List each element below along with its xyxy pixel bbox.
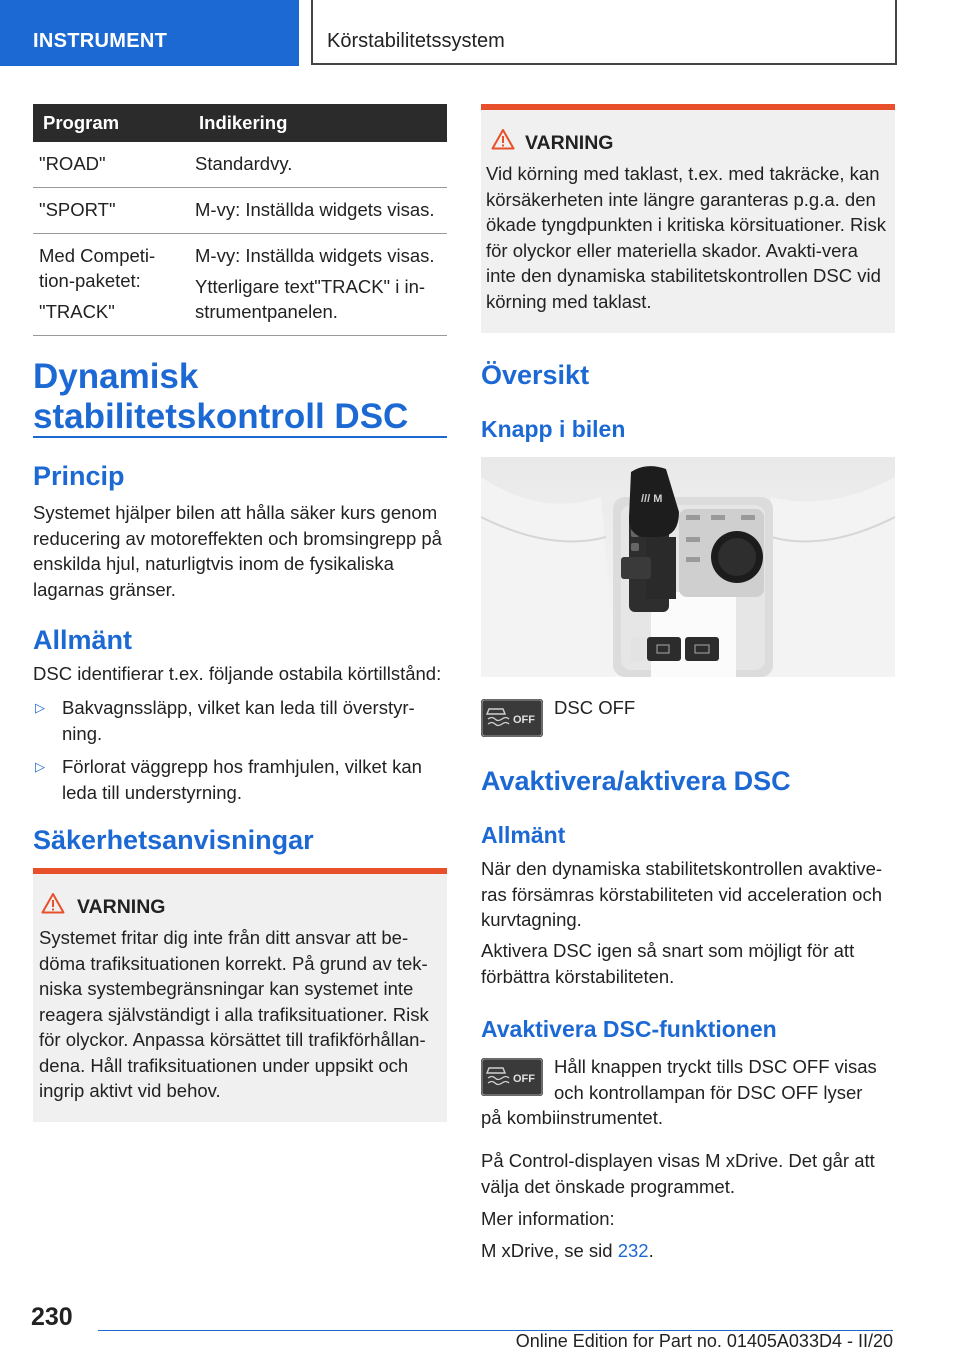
list-item [33,754,447,805]
press-button-text-continued: på kombiinstrumentet. [481,1107,664,1128]
table-header-row [33,104,447,142]
table-row [33,187,447,233]
triangle-bullet-icon: ▷ [35,759,45,774]
dsc-off-button-icon [481,699,543,737]
warning-title: VARNING [77,896,166,918]
table-header-program: Program [33,104,189,142]
table-cell-program [33,142,189,187]
off-label: OFF [513,1073,535,1085]
section-tab [0,0,299,66]
table-row [33,142,447,187]
cell-text: M-vy: Inställda widgets visas. [195,198,435,220]
svg-text:/// M: /// M [641,493,663,505]
dsc-off-symbol-icon [481,1058,543,1096]
center-console-image [481,457,895,677]
list-item [33,695,447,746]
safety-heading: Säkerhetsanvisningar [33,825,314,855]
dsc-off-symbol-icon [481,699,543,737]
page-reference-link[interactable]: 232 [617,1240,649,1261]
general-text: DSC identifierar t.ex. följande ostabila körtillstånd: [33,663,442,684]
table-cell-indication [189,233,447,335]
warning-text: Systemet fritar dig inte från ditt ansvar att be-döma trafiksituationen korrekt. På grund av tek-niska systembegränsningar kan systemet inte reagera självständigt i alla trafiksituationer. Risk för olyckor. Anpassa körsättet till trafikförhållan-dena. Håll trafiksituationen under uppsikt och ingrip aktivt vid behov. [39,927,429,1101]
principle-heading: Princip [33,461,125,491]
dsc-off-button-icon [481,1058,543,1096]
general-heading: Allmänt [33,625,133,655]
condition-list [33,695,447,813]
page-title [33,357,447,436]
topic-box [311,0,897,65]
topic-title: Körstabilitetssystem [327,30,505,52]
off-label: OFF [513,714,535,726]
warning-triangle-icon [491,128,515,150]
reference-end: . [648,1240,654,1261]
deactivate-heading: Avaktivera/aktivera DSC [481,766,791,796]
more-info-text: Mer information: [481,1208,615,1229]
cell-text: Ytterligare text"TRACK" i in-strumentpanelen. [195,275,426,322]
triangle-bullet-icon: ▷ [35,700,45,715]
warning-box [33,868,447,1122]
roof-load-warning-box [481,104,895,333]
general-subheading: Allmänt [481,822,566,848]
general-text: När den dynamiska stabilitetskontrollen avaktive-ras försämras körstabiliteten vid acceleration och kurvtagning. [481,858,883,930]
cell-text: M-vy: Inställda widgets visas. [195,244,435,266]
warning-text: Vid körning med taklast, t.ex. med takräcke, kan körsäkerheten inte längre garanteras p.g.a. den ökade tyngdpunkten i kritiska körsituationer. Risk för olyckor eller materiella skador. Avakti-vera inte den dynamiska stabilitetskontrollen DSC vid körning med taklast. [486,163,887,312]
page-title-line: Dynamisk [33,357,199,396]
table-cell-indication [189,142,447,187]
program-table [33,104,447,336]
page-number: 230 [31,1303,73,1331]
reference-label: M xDrive, se sid [481,1240,618,1261]
reactivate-text: Aktivera DSC igen så snart som möjligt för att förbättra körstabiliteten. [481,940,855,987]
cell-text: "TRACK" [39,300,115,322]
footer-edition: Online Edition for Part no. 01405A033D4 - II/20 [515,1331,893,1351]
table-cell-program [33,233,189,335]
warning-triangle-icon [41,892,65,914]
list-item-text: Bakvagnssläpp, vilket kan leda till överstyr-ning. [62,697,415,744]
section-title: INSTRUMENT [33,30,168,52]
dsc-off-label: DSC OFF [554,697,636,718]
warning-title: VARNING [525,132,614,154]
warning-bar [481,104,895,110]
center-console-illustration [481,457,895,677]
warning-bar [33,868,447,874]
cell-text: Standardvy. [195,153,293,174]
button-in-car-heading: Knapp i bilen [481,416,626,442]
cell-text: Med Competi-tion-paketet: [39,244,156,291]
table-cell-indication [189,187,447,233]
reference-text [481,1238,654,1264]
cell-text: "ROAD" [39,153,106,174]
page-title-line: stabilitetskontroll DSC [33,396,409,436]
cell-text: "SPORT" [39,198,116,220]
principle-text: Systemet hjälper bilen att hålla säker kurs genom reducering av motoreffekten och bromsingrepp på enskilda hjul, naturligtvis inom de fysikaliska lagarnas gränser. [33,502,442,600]
press-button-text: Håll knappen tryckt tills DSC OFF visas och kontrollampan för DSC OFF lyser [554,1056,877,1103]
control-display-text: På Control-displayen visas M xDrive. Det går att välja det önskade programmet. [481,1150,875,1197]
overview-heading: Översikt [481,360,590,390]
table-header-indication: Indikering [189,104,447,142]
title-divider [33,436,447,438]
list-item-text: Förlorat väggrepp hos framhjulen, vilket kan leda till understyrning. [62,756,422,803]
deactivate-function-heading: Avaktivera DSC-funktionen [481,1016,777,1042]
table-cell-program [33,187,189,233]
table-row [33,233,447,335]
